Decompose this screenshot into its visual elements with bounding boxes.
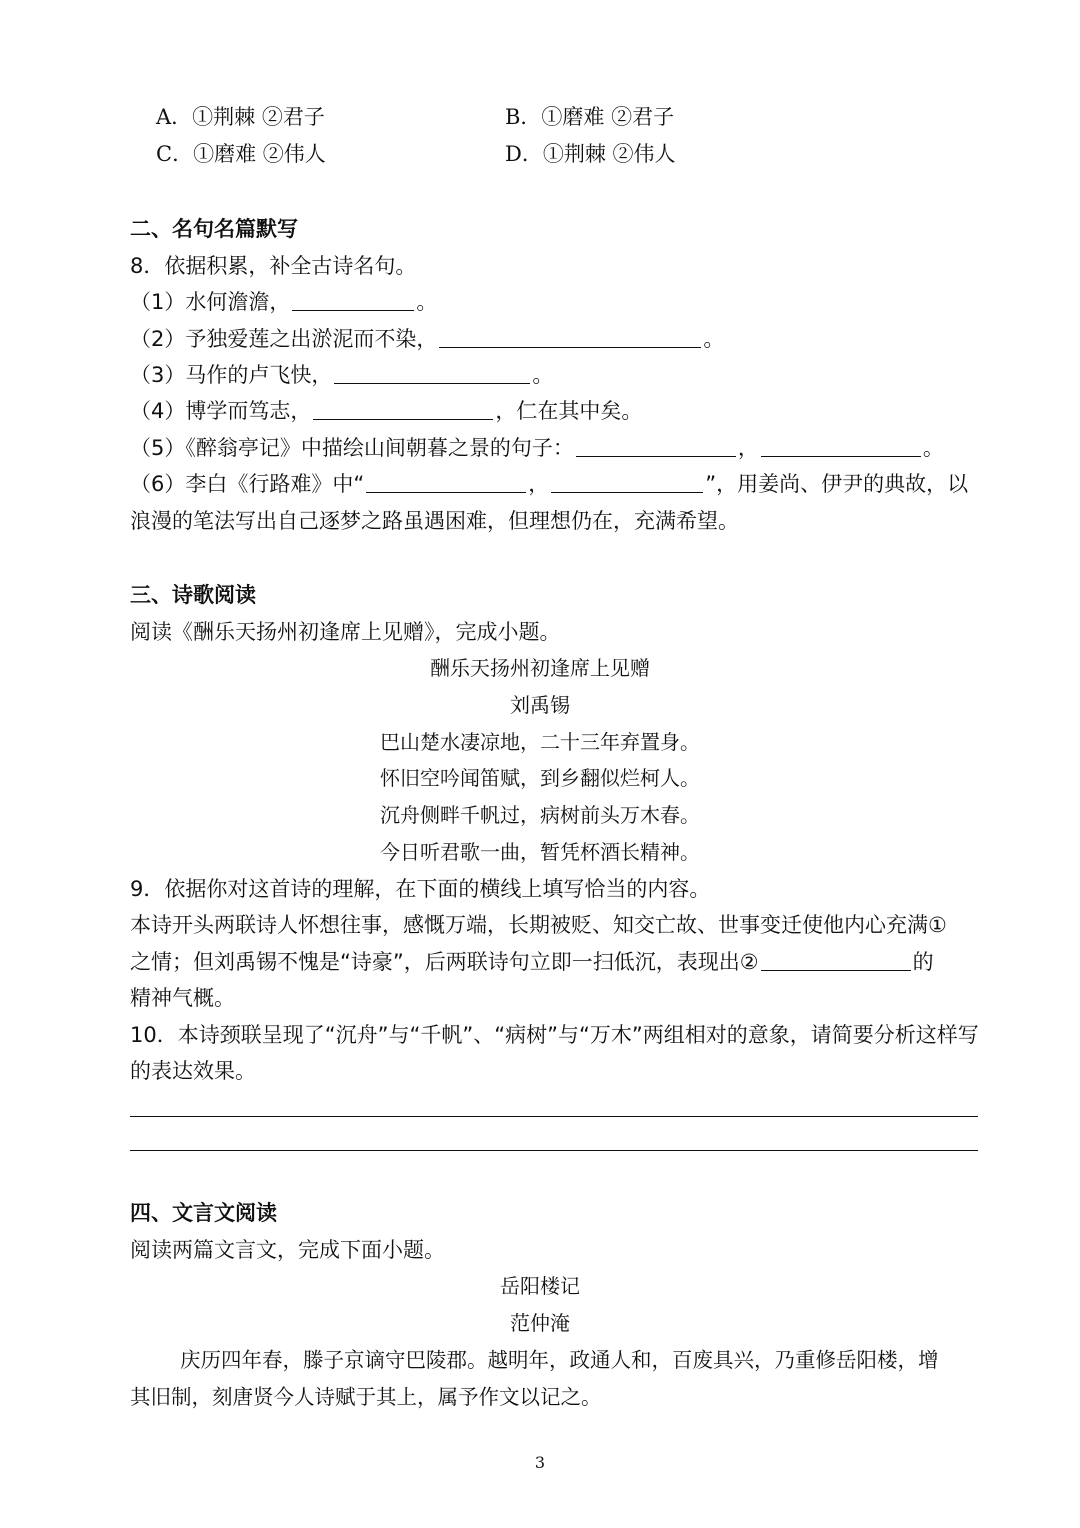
essay-paragraph-line-2: 其旧制，刻唐贤今人诗赋于其上，属予作文以记之。 [130, 1385, 602, 1409]
q8-item-4 [130, 396, 642, 426]
poem-title: 酬乐天扬州初逢席上见赠 [430, 656, 650, 680]
q8-item-1-end: 。 [416, 290, 438, 314]
essay-paragraph-line-1: 庆历四年春，滕子京谪守巴陵郡。越明年，政通人和，百废具兴，乃重修岳阳楼，增 [180, 1348, 939, 1372]
section4-intro: 阅读两篇文言文，完成下面小题。 [130, 1238, 445, 1262]
q8-item-5 [130, 433, 944, 463]
q8-item-5-comma: ， [737, 436, 759, 460]
answer-line[interactable] [130, 1150, 978, 1151]
q8-item-1 [130, 287, 437, 317]
q8-item-6-end: ”，用姜尚、伊尹的典故，以 [705, 472, 969, 496]
poem-line: 今日听君歌一曲，暂凭杯酒长精神。 [380, 840, 700, 864]
q8-item-2-blank[interactable] [439, 325, 701, 348]
q9-blank-2[interactable] [761, 948, 911, 971]
q9-text-line-2 [130, 947, 934, 977]
option-c: C．①磨难 ②伟人 [156, 142, 326, 166]
q8-item-3-blank[interactable] [334, 361, 530, 384]
q8-item-6-blank-1[interactable] [366, 470, 526, 493]
section4-heading: 四、文言文阅读 [130, 1201, 277, 1225]
q8-item-5-text: （5）《醉翁亭记》中描绘山间朝暮之景的句子： [130, 436, 574, 460]
poem-line: 怀旧空吟闻笛赋，到乡翻似烂柯人。 [380, 766, 700, 790]
answer-line[interactable] [130, 1116, 978, 1117]
q8-item-2 [130, 324, 724, 354]
q9-text-line-2-text: 之情；但刘禹锡不愧是“诗豪”，后两联诗句立即一扫低沉，表现出② [130, 950, 759, 974]
q8-item-3 [130, 360, 553, 390]
option-b: B．①磨难 ②君子 [505, 105, 675, 129]
essay-author: 范仲淹 [510, 1311, 570, 1335]
question-8: 8．依据积累，补全古诗名句。 [130, 254, 417, 278]
q8-item-6-blank-2[interactable] [551, 470, 703, 493]
poem-author: 刘禹锡 [510, 693, 570, 717]
question-10: 10．本诗颈联呈现了“沉舟”与“千帆”、“病树”与“万木”两组相对的意象，请简要分析这样写 [130, 1023, 979, 1047]
q8-item-2-text: （2）予独爱莲之出淤泥而不染， [130, 327, 438, 351]
q8-item-5-end: 。 [922, 436, 944, 460]
q8-item-2-end: 。 [703, 327, 725, 351]
q8-item-5-blank-1[interactable] [576, 434, 736, 457]
q9-text-line-3: 精神气概。 [130, 986, 235, 1010]
q9-text-line-1: 本诗开头两联诗人怀想往事，感慨万端，长期被贬、知交亡故、世事变迁使他内心充满① [130, 913, 947, 937]
q8-item-5-blank-2[interactable] [761, 434, 921, 457]
q8-item-6 [130, 469, 968, 499]
section3-intro: 阅读《酬乐天扬州初逢席上见赠》，完成小题。 [130, 620, 561, 644]
option-a: A．①荆棘 ②君子 [156, 105, 325, 129]
q8-item-3-text: （3）马作的卢飞快， [130, 363, 333, 387]
question-10-continued: 的表达效果。 [130, 1059, 256, 1083]
essay-title: 岳阳楼记 [500, 1274, 580, 1298]
q8-item-1-blank[interactable] [292, 288, 414, 311]
question-9: 9．依据你对这首诗的理解，在下面的横线上填写恰当的内容。 [130, 877, 711, 901]
q8-item-4-blank[interactable] [313, 397, 493, 420]
q8-item-3-end: 。 [532, 363, 554, 387]
q8-item-6-comma: ， [528, 472, 550, 496]
poem-line: 沉舟侧畔千帆过，病树前头万木春。 [380, 803, 700, 827]
section3-heading: 三、诗歌阅读 [130, 583, 256, 607]
q8-item-1-text: （1）水何澹澹， [130, 290, 291, 314]
section2-heading: 二、名句名篇默写 [130, 217, 298, 241]
poem-line: 巴山楚水凄凉地，二十三年弃置身。 [380, 730, 700, 754]
option-d: D．①荆棘 ②伟人 [505, 142, 676, 166]
q9-text-line-2-end: 的 [912, 950, 934, 974]
page-number: 3 [534, 1453, 546, 1472]
q8-item-6-continued: 浪漫的笔法写出自己逐梦之路虽遇困难，但理想仍在，充满希望。 [130, 509, 739, 533]
q8-item-4-end: ，仁在其中矣。 [495, 399, 643, 423]
q8-item-4-text: （4）博学而笃志， [130, 399, 312, 423]
q8-item-6-text: （6）李白《行路难》中“ [130, 472, 365, 496]
